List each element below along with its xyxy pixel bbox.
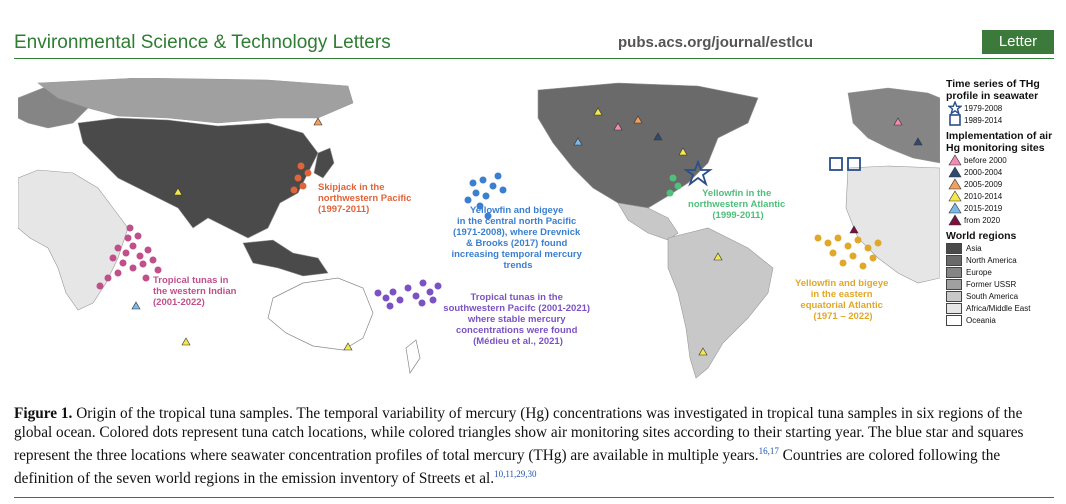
region-swatch [946,279,962,290]
legend-region-item: South America [946,290,1062,302]
world-map [18,78,940,384]
caption-ref-2[interactable]: 10,11,29,30 [494,469,537,480]
triangle-icon [948,166,962,178]
legend-region-item: Oceania [946,314,1062,326]
legend-regions-title: World regions [946,230,1017,242]
legend-air-item: from 2020 [946,214,1062,226]
legend-air-item: 2015-2019 [946,202,1062,214]
triangle-icon [948,154,962,166]
footer-rule [14,497,1054,498]
legend-region-item: Asia [946,242,1062,254]
region-swatch [946,267,962,278]
legend-air-item: 2005-2009 [946,178,1062,190]
triangle-icon [948,190,962,202]
legend-air-item: 2000-2004 [946,166,1062,178]
region-swatch [946,255,962,266]
legend-air-item: 2010-2014 [946,190,1062,202]
journal-title: Environmental Science & Technology Letters [14,32,391,53]
legend-thg-star: 1979-2008 [946,102,1062,114]
region-swatch [946,303,962,314]
label-central-pacific: Yellowfin and bigeye in the central north Pacific (1971-2008), where Drevnick & Brooks (2017) found increasing temporal mercury trends [451,205,582,271]
triangle-icon [948,202,962,214]
region-swatch [946,291,962,302]
caption-ref-1[interactable]: 16,17 [758,446,779,456]
legend-thg-square: 1989-2014 [946,114,1062,126]
region-swatch [946,315,962,326]
legend-region-item: Former USSR [946,278,1062,290]
label-nw-atlantic: Yellowfin in the northwestern Atlantic (1999-2011) [688,188,786,221]
legend-region-item: Africa/Middle East [946,302,1062,314]
legend-thg-title: Time series of THg profile in seawater [946,78,1040,102]
label-skipjack: Skipjack in the northwestern Pacific (1997-2011) [318,182,412,215]
legend-region-item: Europe [946,266,1062,278]
legend-air-item: before 2000 [946,154,1062,166]
legend-air-title: Implementation of air Hg monitoring sites [946,130,1053,154]
caption-text-1: Origin of the tropical tuna samples. The temporal variability of mercury (Hg) concentrations was investigated in tropical tuna samples in six regions of the global ocean. Colored dots represent tuna catch locations, while colored triangles show air monitoring sites according to their starting year. The blue star and squares represent the three locations where seawater concentration profiles of total mercury (THg) are available in multiple years. [14,405,1024,465]
triangle-icon [948,214,962,226]
map-legend [946,78,1062,384]
caption-label: Figure 1. [14,405,73,422]
legend-region-item: North America [946,254,1062,266]
triangle-icon [948,178,962,190]
label-western-indian: Tropical tunas in the western Indian (2001-2022) [153,275,237,308]
section-badge: Letter [982,30,1054,54]
figure-caption [14,404,1054,488]
journal-url[interactable]: pubs.acs.org/journal/estlcu [618,34,814,51]
label-eastern-atlantic: Yellowfin and bigeye in the eastern equatorial Atlantic (1971 – 2022) [794,278,889,322]
caption-text-2: Countries are colored following the definition of the seven world regions in the emission inventory of Streets et al. [14,447,1001,488]
label-sw-pacific: Tropical tunas in the southwestern Pacifc (2001-2021) where stable mercury concentrations were found (Médieu et al., 2021) [443,292,591,347]
header-rule [14,58,1054,59]
page-header [14,30,1054,56]
square-icon [948,113,962,127]
region-swatch [946,243,962,254]
